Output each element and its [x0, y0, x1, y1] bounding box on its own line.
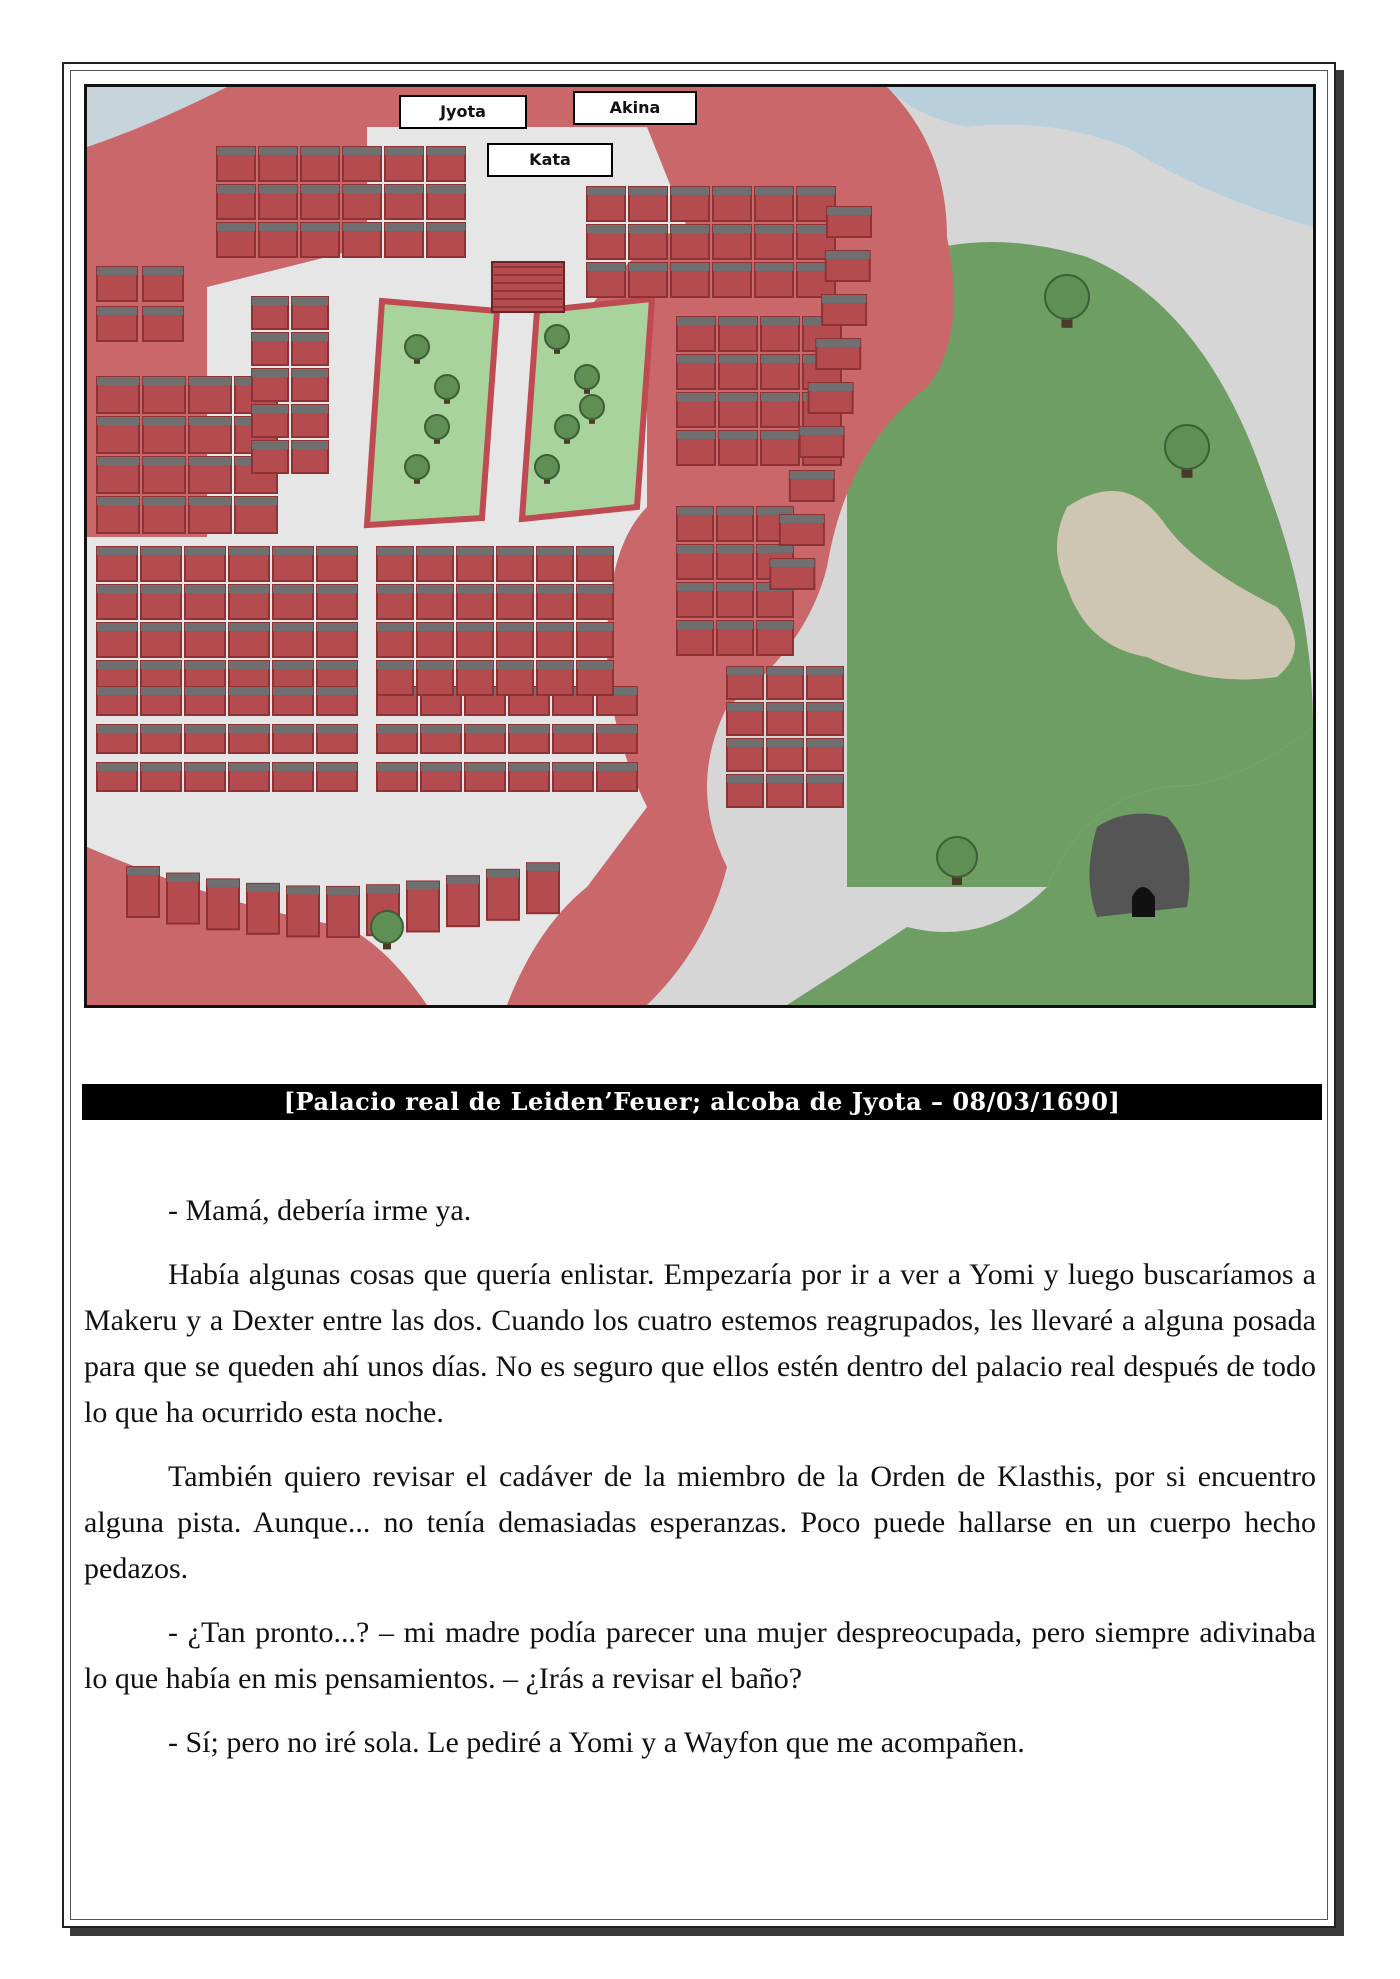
house-roof	[719, 355, 757, 389]
house-roof	[577, 585, 613, 619]
house-roof	[597, 725, 637, 753]
house-roof	[185, 623, 225, 657]
house-roof	[427, 223, 465, 257]
garden-west	[367, 301, 497, 525]
house-roof	[587, 187, 625, 221]
house-roof	[229, 763, 269, 791]
round-house-roof	[816, 339, 860, 369]
house-roof	[343, 185, 381, 219]
house-roof	[273, 585, 313, 619]
house-roof	[217, 223, 255, 257]
house-roof	[143, 267, 183, 301]
paragraph-3: También quiero revisar el cadáver de la miembro de la Orden de Klasthis, por si encuentro alguna pista. Aunque... no tenía demasiadas esperanzas. Poco puede hallarse en un cuerpo hecho pedazos.	[84, 1460, 1316, 1585]
house-roof	[377, 763, 417, 791]
house-roof	[252, 369, 288, 401]
house-roof	[457, 661, 493, 695]
house-roof	[427, 185, 465, 219]
house-roof	[141, 725, 181, 753]
round-house-roof	[827, 207, 871, 237]
house-roof	[189, 457, 231, 493]
house-roof	[677, 393, 715, 427]
house-roof	[143, 497, 185, 533]
house-roof	[273, 763, 313, 791]
house-roof	[717, 507, 753, 541]
round-house-roof	[487, 870, 519, 920]
house-roof	[417, 623, 453, 657]
house-roof	[671, 225, 709, 259]
house-roof	[301, 223, 339, 257]
round-house-roof	[327, 887, 359, 937]
house-roof	[465, 725, 505, 753]
house-roof	[587, 225, 625, 259]
house-roof	[417, 585, 453, 619]
house-roof	[229, 725, 269, 753]
house-roof	[719, 317, 757, 351]
house-roof	[97, 267, 137, 301]
house-roof	[189, 497, 231, 533]
house-roof	[713, 187, 751, 221]
house-roof	[677, 507, 713, 541]
house-roof	[143, 307, 183, 341]
house-roof	[292, 333, 328, 365]
house-roof	[229, 585, 269, 619]
house-roof	[141, 547, 181, 581]
house-roof	[343, 223, 381, 257]
round-house-roof	[790, 471, 834, 501]
house-roof	[385, 147, 423, 181]
house-roof	[259, 185, 297, 219]
house-roof	[141, 623, 181, 657]
house-roof	[97, 377, 139, 413]
house-roof	[717, 545, 753, 579]
house-roof	[807, 667, 843, 699]
house-roof	[719, 393, 757, 427]
house-roof	[252, 405, 288, 437]
house-roof	[317, 763, 357, 791]
house-roof	[761, 355, 799, 389]
house-roof	[509, 763, 549, 791]
house-roof	[537, 585, 573, 619]
house-roof	[292, 441, 328, 473]
house-roof	[97, 497, 139, 533]
house-roof	[377, 661, 413, 695]
house-roof	[553, 725, 593, 753]
round-house-roof	[780, 515, 824, 545]
house-roof	[377, 547, 413, 581]
round-house-roof	[527, 863, 559, 913]
round-house-roof	[800, 427, 844, 457]
house-roof	[677, 583, 713, 617]
house-roof	[185, 547, 225, 581]
house-roof	[229, 623, 269, 657]
house-roof	[317, 623, 357, 657]
house-roof	[185, 585, 225, 619]
house-roof	[465, 763, 505, 791]
house-roof	[677, 431, 715, 465]
house-roof	[292, 297, 328, 329]
house-roof	[259, 147, 297, 181]
house-roof	[727, 775, 763, 807]
house-roof	[807, 739, 843, 771]
house-roof	[259, 223, 297, 257]
house-roof	[727, 667, 763, 699]
house-roof	[417, 661, 453, 695]
house-roof	[273, 623, 313, 657]
round-house-roof	[809, 383, 853, 413]
house-roof	[185, 763, 225, 791]
house-roof	[677, 355, 715, 389]
house-roof	[189, 417, 231, 453]
house-roof	[292, 405, 328, 437]
house-roof	[497, 661, 533, 695]
round-house-roof	[287, 886, 319, 936]
palace-steps	[492, 262, 564, 312]
round-house-roof	[127, 867, 159, 917]
house-roof	[377, 725, 417, 753]
house-roof	[317, 547, 357, 581]
house-roof	[755, 187, 793, 221]
house-roof	[755, 225, 793, 259]
house-roof	[97, 547, 137, 581]
house-roof	[317, 725, 357, 753]
house-roof	[497, 623, 533, 657]
house-roof	[671, 263, 709, 297]
house-roof	[727, 703, 763, 735]
house-roof	[761, 317, 799, 351]
house-roof	[577, 623, 613, 657]
house-roof	[671, 187, 709, 221]
house-roof	[677, 545, 713, 579]
paragraph-2: Había algunas cosas que quería enlistar. Empezaría por ir a ver a Yomi y luego buscaríamos a Makeru y a Dexter entre las dos. Cuando los cuatro estemos reagrupados, les llevaré a alguna posada para que se queden ahí unos días. No es seguro que ellos estén dentro del palacio real después de todo lo que ha ocurrido esta noche.	[84, 1258, 1316, 1429]
house-roof	[807, 703, 843, 735]
house-roof	[553, 763, 593, 791]
round-house-roof	[770, 559, 814, 589]
house-roof	[97, 763, 137, 791]
house-roof	[421, 763, 461, 791]
house-roof	[252, 333, 288, 365]
house-roof	[235, 497, 277, 533]
house-roof	[273, 547, 313, 581]
house-roof	[509, 725, 549, 753]
story-text	[84, 1188, 1316, 1784]
house-roof	[577, 661, 613, 695]
house-roof	[677, 621, 713, 655]
round-house-roof	[167, 874, 199, 924]
house-roof	[252, 297, 288, 329]
house-roof	[217, 185, 255, 219]
house-roof	[427, 147, 465, 181]
house-roof	[713, 225, 751, 259]
house-roof	[141, 763, 181, 791]
house-roof	[143, 417, 185, 453]
house-roof	[497, 585, 533, 619]
house-roof	[317, 687, 357, 715]
house-roof	[807, 775, 843, 807]
house-roof	[757, 621, 793, 655]
house-roof	[97, 307, 137, 341]
house-roof	[727, 739, 763, 771]
house-roof	[677, 317, 715, 351]
map-label-kata: Kata	[487, 143, 613, 177]
paragraph-1: - Mamá, debería irme ya.	[168, 1194, 472, 1227]
round-house-roof	[407, 881, 439, 931]
house-roof	[767, 703, 803, 735]
house-roof	[421, 725, 461, 753]
house-roof	[143, 377, 185, 413]
house-roof	[97, 585, 137, 619]
house-roof	[189, 377, 231, 413]
house-roof	[713, 263, 751, 297]
house-roof	[755, 263, 793, 297]
house-roof	[252, 441, 288, 473]
house-roof	[377, 623, 413, 657]
house-roof	[273, 687, 313, 715]
house-roof	[457, 547, 493, 581]
house-roof	[767, 739, 803, 771]
house-roof	[317, 585, 357, 619]
house-roof	[457, 585, 493, 619]
city-map	[84, 84, 1316, 1008]
house-roof	[97, 417, 139, 453]
house-roof	[301, 185, 339, 219]
house-roof	[597, 763, 637, 791]
house-roof	[537, 623, 573, 657]
house-roof	[292, 369, 328, 401]
house-roof	[717, 583, 753, 617]
round-house-roof	[207, 879, 239, 929]
house-roof	[457, 623, 493, 657]
paragraph-4: - ¿Tan pronto...? – mi madre podía parecer una mujer despreocupada, pero siempre adivinaba lo que había en mis pensamientos. – ¿Irás a revisar el baño?	[84, 1616, 1316, 1695]
house-roof	[141, 585, 181, 619]
house-roof	[629, 225, 667, 259]
house-roof	[767, 775, 803, 807]
house-roof	[417, 547, 453, 581]
house-roof	[629, 187, 667, 221]
house-roof	[229, 687, 269, 715]
house-roof	[577, 547, 613, 581]
house-roof	[385, 185, 423, 219]
house-roof	[587, 263, 625, 297]
house-roof	[717, 621, 753, 655]
round-house-roof	[247, 884, 279, 934]
house-roof	[185, 725, 225, 753]
map-label-jyota: Jyota	[399, 95, 527, 129]
house-roof	[761, 393, 799, 427]
house-roof	[537, 547, 573, 581]
city-map-illustration	[87, 87, 1313, 1005]
house-roof	[719, 431, 757, 465]
house-roof	[143, 457, 185, 493]
scene-caption: [Palacio real de Leiden’Feuer; alcoba de Jyota – 08/03/1690]	[82, 1084, 1322, 1120]
house-roof	[97, 725, 137, 753]
house-roof	[343, 147, 381, 181]
house-roof	[301, 147, 339, 181]
house-roof	[97, 623, 137, 657]
house-roof	[767, 667, 803, 699]
house-roof	[629, 263, 667, 297]
house-roof	[141, 687, 181, 715]
house-roof	[537, 661, 573, 695]
house-roof	[97, 687, 137, 715]
house-roof	[761, 431, 799, 465]
house-roof	[273, 725, 313, 753]
house-roof	[229, 547, 269, 581]
map-label-akina: Akina	[573, 91, 697, 125]
house-roof	[185, 687, 225, 715]
round-house-roof	[822, 295, 866, 325]
house-roof	[97, 457, 139, 493]
house-roof	[377, 585, 413, 619]
paragraph-5: - Sí; pero no iré sola. Le pediré a Yomi y a Wayfon que me acompañen.	[168, 1726, 1025, 1759]
round-house-roof	[447, 876, 479, 926]
round-house-roof	[826, 251, 870, 281]
house-roof	[497, 547, 533, 581]
house-roof	[217, 147, 255, 181]
house-roof	[385, 223, 423, 257]
